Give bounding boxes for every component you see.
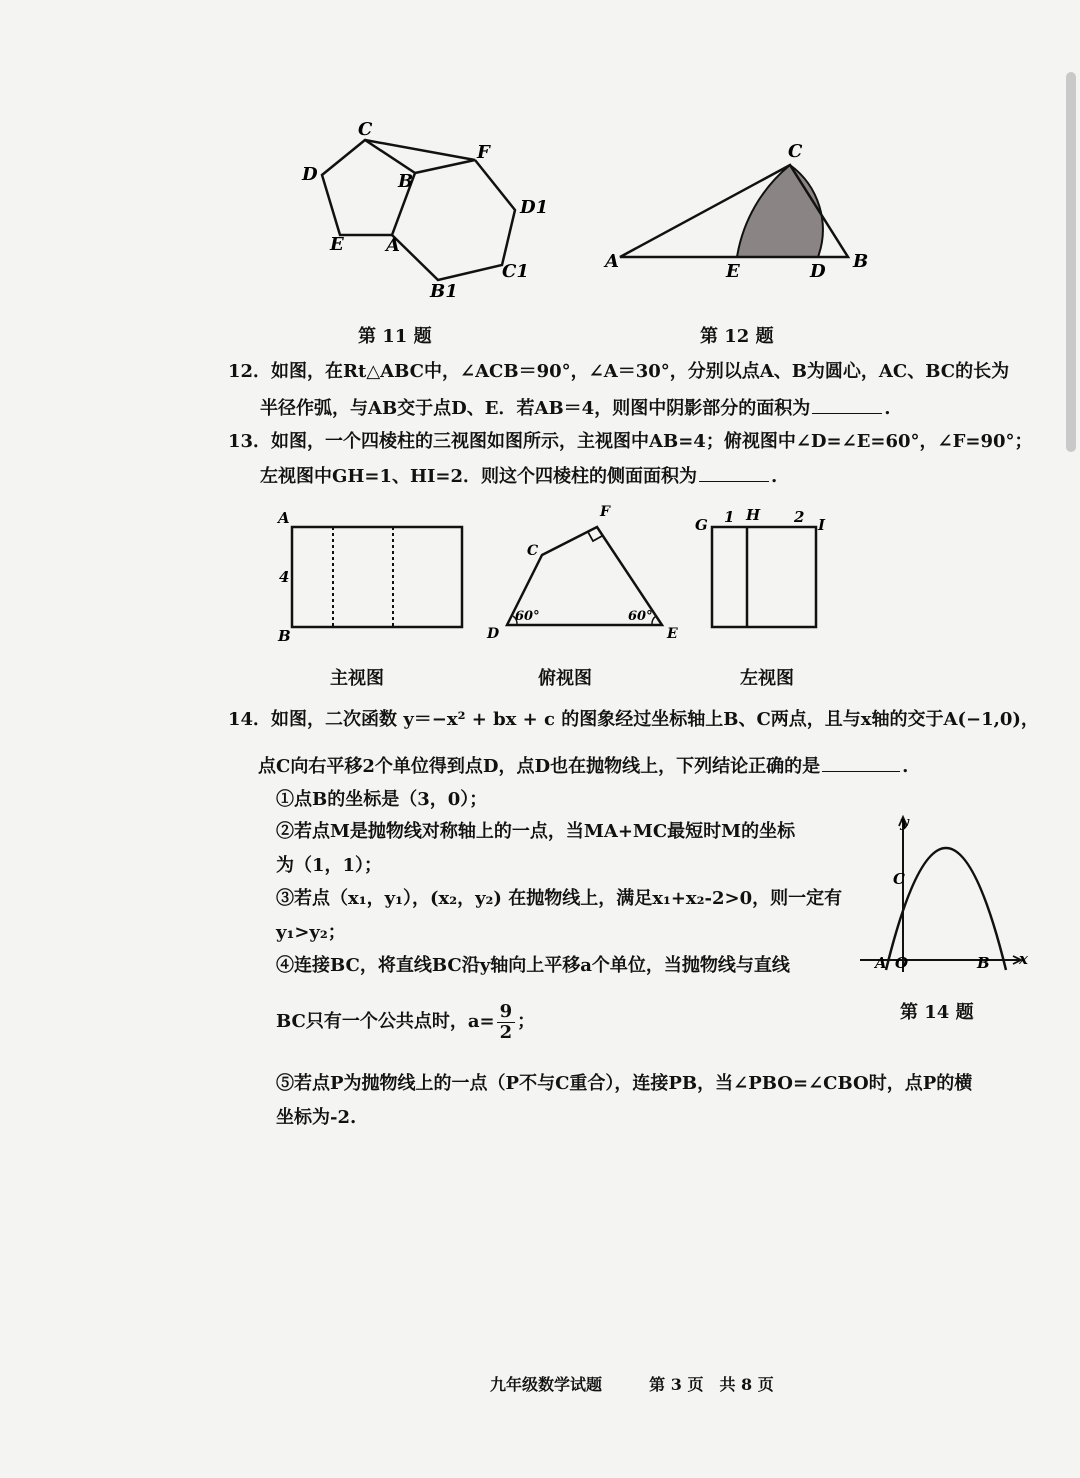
label-O: O [895,954,909,972]
answer-blank-13[interactable] [699,463,769,482]
figure-13-main-view [270,505,470,645]
q12-line2: 半径作弧，与AB交于点D、E．若AB＝4，则图中阴影部分的面积为 . [260,395,891,421]
label-B: B [278,627,291,645]
label-G: G [695,516,708,534]
q14-line2: 点C向右平移2个单位得到点D，点D也在抛物线上，下列结论正确的是 . [258,753,908,779]
figure-14-parabola [855,812,1035,977]
label-I: I [818,516,826,534]
label-A: A [278,509,290,527]
caption-main-view: 主视图 [330,668,384,689]
label-E: E [330,234,344,255]
fraction-nine-halves: $\frac{9}{2}$ [497,1002,516,1043]
q14-option-5a: ⑤若点P为抛物线上的一点（P不与C重合），连接PB，当∠PBO=∠CBO时，点P的横 [276,1073,973,1094]
q13-line1: 13．如图，一个四棱柱的三视图如图所示，主视图中AB=4；俯视图中∠D=∠E=60°，∠F=90°； [228,431,1033,452]
label-D1: D1 [520,197,549,218]
label-F: F [600,504,610,520]
label-A: A [386,235,400,256]
label-E: E [667,626,678,642]
label-B: B [977,954,990,972]
figure-13-top-view [485,500,685,645]
q14-option-2a: ②若点M是抛物线对称轴上的一点，当MA+MC最短时M的坐标 [276,821,796,842]
q14-option-5b: 坐标为-2. [276,1107,357,1128]
caption-fig11: 第 11 题 [358,326,432,347]
answer-blank-14[interactable] [822,753,900,772]
label-H: H [746,506,761,524]
label-C: C [788,141,803,162]
q13-line2: 左视图中GH=1、HI=2．则这个四棱柱的侧面面积为 . [260,463,777,489]
q14-option-4a: ④连接BC，将直线BC沿y轴向上平移a个单位，当抛物线与直线 [276,955,790,976]
q12-line1: 12．如图，在Rt△ABC中，∠ACB＝90°，∠A＝30°，分别以点A、B为圆心，AC、BC的长为 [228,361,1010,382]
figure-13-left-view [690,505,835,645]
caption-top-view: 俯视图 [538,668,592,689]
label-angle-D: 60° [515,609,540,624]
label-C: C [358,119,373,140]
label-y: y [900,813,909,831]
q14-option-2b: 为（1，1）； [276,855,383,876]
q14-option-3a: ③若点（x₁，y₁），(x₂，y₂) 在抛物线上，满足x₁+x₂-2>0，则一定有 [276,888,843,909]
answer-blank-12[interactable] [812,395,882,414]
label-D: D [810,261,826,282]
q14-option-1: ①点B的坐标是（3，0）； [276,789,488,810]
footer-title: 九年级数学试题 [490,1375,603,1394]
page-footer [490,1372,774,1395]
label-1: 1 [724,508,735,526]
caption-fig14: 第 14 题 [900,1002,974,1023]
label-2: 2 [794,508,805,526]
label-C: C [893,870,905,888]
label-angle-E: 60° [628,609,653,624]
label-C: C [527,543,539,559]
figure-12 [600,135,880,285]
label-E: E [726,261,740,282]
label-x: x [1019,950,1028,968]
label-A: A [605,251,619,272]
label-C1: C1 [502,261,529,282]
label-B1: B1 [430,281,458,302]
label-4: 4 [279,568,290,586]
caption-left-view: 左视图 [740,668,794,689]
label-D: D [302,164,318,185]
caption-fig12: 第 12 题 [700,326,774,347]
label-F: F [477,142,490,163]
shaded-region [737,165,823,257]
figure-11 [290,115,560,305]
q14-line1: 14．如图，二次函数 y＝−x² + bx + c 的图象经过坐标轴上B、C两点，且与x轴的交于A(−1,0)， [228,709,1039,730]
label-B: B [398,171,414,192]
scrollbar[interactable] [1066,72,1076,452]
q14-option-4b: BC只有一个公共点时，a= $\frac{9}{2}$ ； [276,1000,536,1043]
label-B: B [853,251,869,272]
label-D: D [487,626,500,642]
footer-page-number: 第 3 页 共 8 页 [649,1375,774,1394]
label-A: A [875,954,887,972]
q14-option-3b: y₁>y₂； [276,922,346,943]
